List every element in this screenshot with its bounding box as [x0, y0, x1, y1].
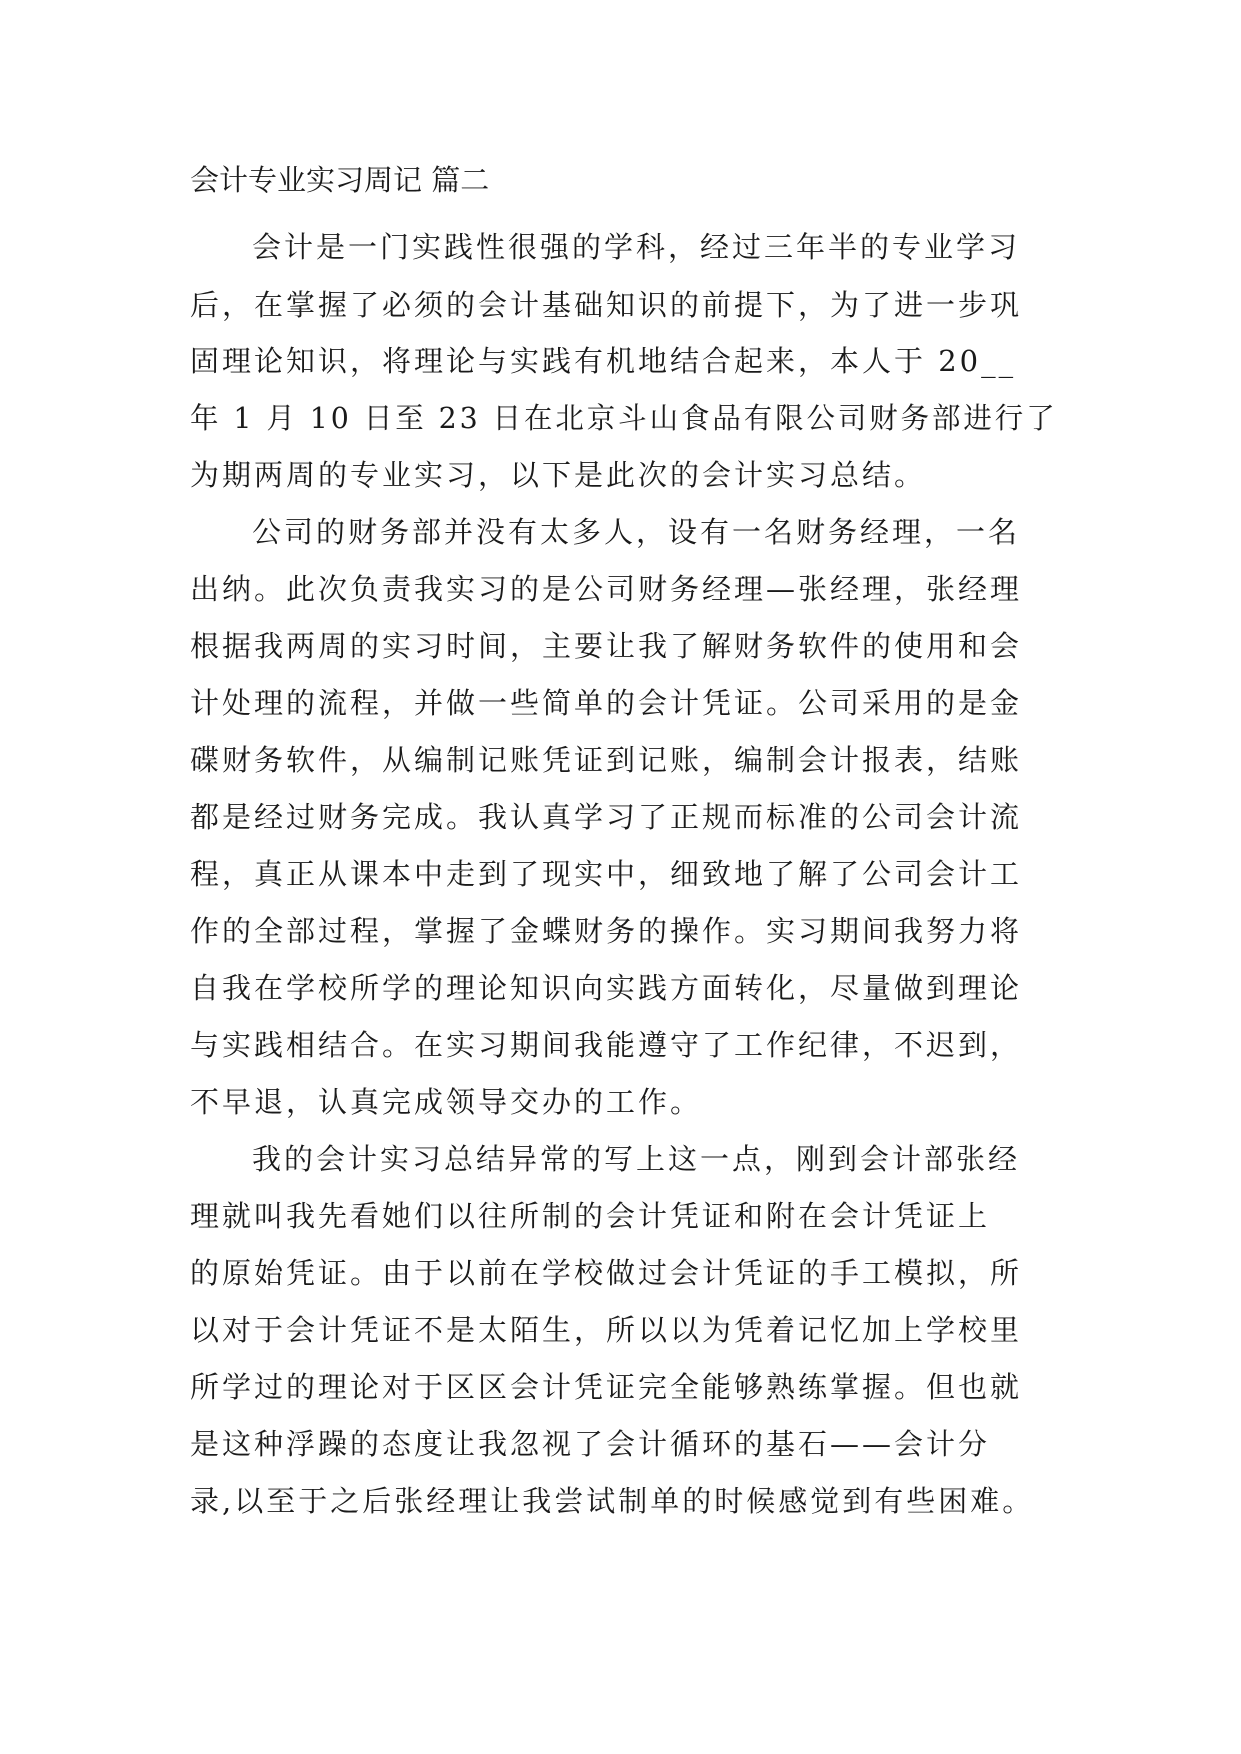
- paragraph-2-line-7: 程，真正从课本中走到了现实中，细致地了解了公司会计工: [190, 857, 1023, 891]
- paragraph-3-line-7: 录,以至于之后张经理让我尝试制单的时候感觉到有些困难。: [190, 1484, 1035, 1518]
- paragraph-3-line-2: 理就叫我先看她们以往所制的会计凭证和附在会计凭证上: [190, 1199, 991, 1233]
- paragraph-1-line-4: 年 1 月 10 日至 23 日在北京斗山食品有限公司财务部进行了: [190, 401, 1058, 435]
- page-title: 会计专业实习周记 篇二: [190, 163, 490, 197]
- paragraph-3-line-5: 所学过的理论对于区区会计凭证完全能够熟练掌握。但也就: [190, 1370, 1023, 1404]
- paragraph-3-line-1: 我的会计实习总结异常的写上这一点，刚到会计部张经: [252, 1142, 1021, 1176]
- paragraph-3-line-6: 是这种浮躁的态度让我忽视了会计循环的基石——会计分: [190, 1427, 991, 1461]
- paragraph-2-line-2: 出纳。此次负责我实习的是公司财务经理—张经理，张经理: [190, 572, 1023, 606]
- paragraph-2-line-8: 作的全部过程，掌握了金蝶财务的操作。实习期间我努力将: [190, 914, 1023, 948]
- paragraph-2-line-4: 计处理的流程，并做一些简单的会计凭证。公司采用的是金: [190, 686, 1023, 720]
- paragraph-2-line-9: 自我在学校所学的理论知识向实践方面转化，尽量做到理论: [190, 971, 1023, 1005]
- paragraph-2-line-1: 公司的财务部并没有太多人，设有一名财务经理，一名: [252, 515, 1021, 549]
- paragraph-2-line-3: 根据我两周的实习时间，主要让我了解财务软件的使用和会: [190, 629, 1023, 663]
- paragraph-1-line-1: 会计是一门实践性很强的学科，经过三年半的专业学习: [252, 230, 1021, 264]
- paragraph-1-line-3: 固理论知识，将理论与实践有机地结合起来，本人于 20__: [190, 344, 1017, 378]
- paragraph-1-line-2: 后，在掌握了必须的会计基础知识的前提下，为了进一步巩: [190, 288, 1023, 322]
- paragraph-3-line-3: 的原始凭证。由于以前在学校做过会计凭证的手工模拟，所: [190, 1256, 1023, 1290]
- paragraph-1-line-5: 为期两周的专业实习，以下是此次的会计实习总结。: [190, 458, 927, 492]
- paragraph-2-line-5: 碟财务软件，从编制记账凭证到记账，编制会计报表，结账: [190, 743, 1023, 777]
- paragraph-2-line-10: 与实践相结合。在实习期间我能遵守了工作纪律，不迟到，: [190, 1028, 1023, 1062]
- paragraph-2-line-11: 不早退，认真完成领导交办的工作。: [190, 1085, 703, 1119]
- paragraph-2-line-6: 都是经过财务完成。我认真学习了正规而标准的公司会计流: [190, 800, 1023, 834]
- paragraph-3-line-4: 以对于会计凭证不是太陌生，所以以为凭着记忆加上学校里: [190, 1313, 1023, 1347]
